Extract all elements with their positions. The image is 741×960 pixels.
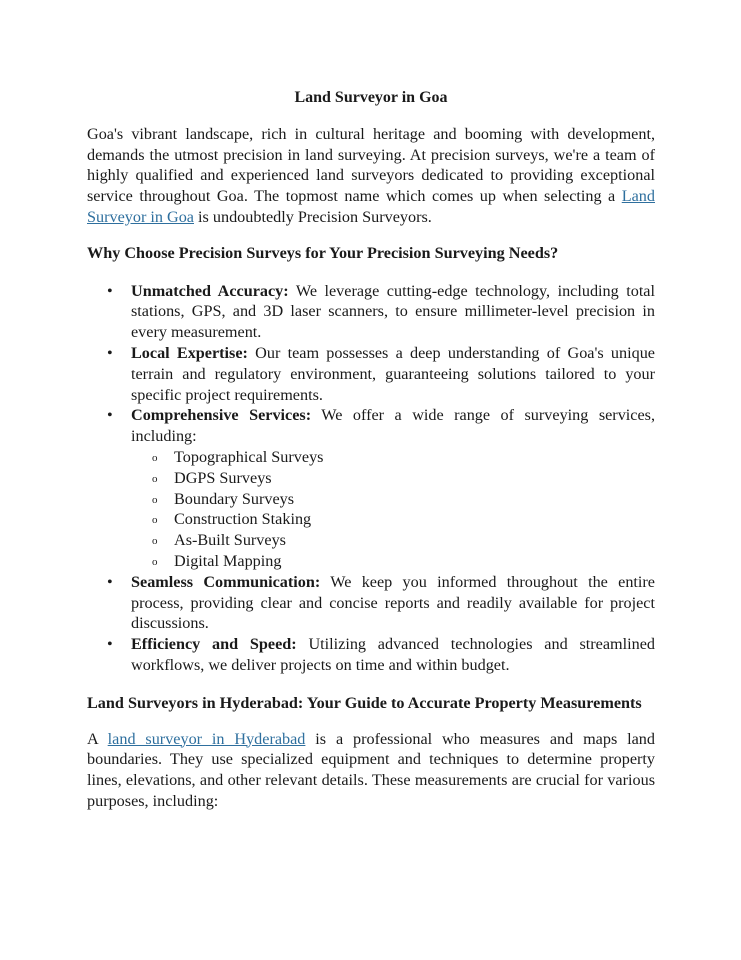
sub-list-item: o Digital Mapping	[131, 551, 655, 572]
page-title: Land Surveyor in Goa	[294, 89, 448, 106]
document-page	[87, 88, 655, 812]
list-item	[87, 281, 655, 343]
list-item	[87, 343, 655, 405]
bullet-text: Utilizing advanced technologies and streamlined workflows, we deliver projects on time and within budget.	[131, 635, 655, 674]
intro-text-after: is undoubtedly Precision Surveyors.	[194, 207, 432, 226]
bullet-label: Unmatched Accuracy:	[131, 281, 289, 300]
benefits-list	[87, 281, 655, 676]
land-surveyor-hyderabad-link[interactable]: land surveyor in Hyderabad	[107, 729, 306, 748]
bullet-text: We leverage cutting-edge technology, including total stations, GPS, and 3D laser scanners, to ensure millimeter-level precision in every measurement.	[131, 281, 655, 342]
hyderabad-paragraph	[87, 729, 655, 812]
sub-list-item: o Construction Staking	[131, 509, 655, 530]
bullet-text: We keep you informed throughout the entire process, providing clear and concise reports and readily available for project discussions.	[131, 572, 655, 633]
why-choose-heading: Why Choose Precision Surveys for Your Precision Surveying Needs?	[87, 243, 559, 262]
bullet-text: Our team possesses a deep understanding of Goa's unique terrain and regulatory environment, guaranteeing solutions tailored to your specific project requirements.	[131, 343, 655, 404]
bullet-label: Seamless Communication:	[131, 572, 321, 591]
bullet-text: We offer a wide range of surveying services, including:	[131, 406, 655, 446]
bullet-label: Comprehensive Services:	[131, 406, 312, 425]
hyd-text-after: is a professional who measures and maps land boundaries. They use specialized equipment and techniques to determine property lines, elevations, and other relevant details. These measurements are crucial for various purposes, including:	[87, 729, 655, 810]
list-item	[87, 405, 655, 571]
list-item	[87, 634, 655, 676]
sub-list-item: o DGPS Surveys	[131, 468, 655, 489]
sub-list-item: o Boundary Surveys	[131, 489, 655, 510]
services-sublist	[131, 447, 655, 572]
intro-text-before: Goa's vibrant landscape, rich in cultural heritage and booming with development, demands the utmost precision in land surveying. At precision surveys, we're a team of highly qualified and experienced land surveyors dedicated to providing exceptional service throughout Goa. The topmost name which comes up when selecting a	[87, 124, 655, 206]
sub-list-item: o As-Built Surveys	[131, 530, 655, 551]
bullet-label: Local Expertise:	[131, 343, 248, 362]
land-surveyor-goa-link[interactable]: Land Surveyor in Goa	[87, 187, 655, 226]
hyderabad-heading: Land Surveyors in Hyderabad: Your Guide to Accurate Property Measurements	[87, 693, 642, 712]
list-item	[87, 572, 655, 634]
intro-paragraph	[87, 124, 655, 228]
bullet-label: Efficiency and Speed:	[131, 635, 297, 654]
sub-list-item: o Topographical Surveys	[131, 447, 655, 468]
hyd-text-before: A	[87, 729, 108, 748]
